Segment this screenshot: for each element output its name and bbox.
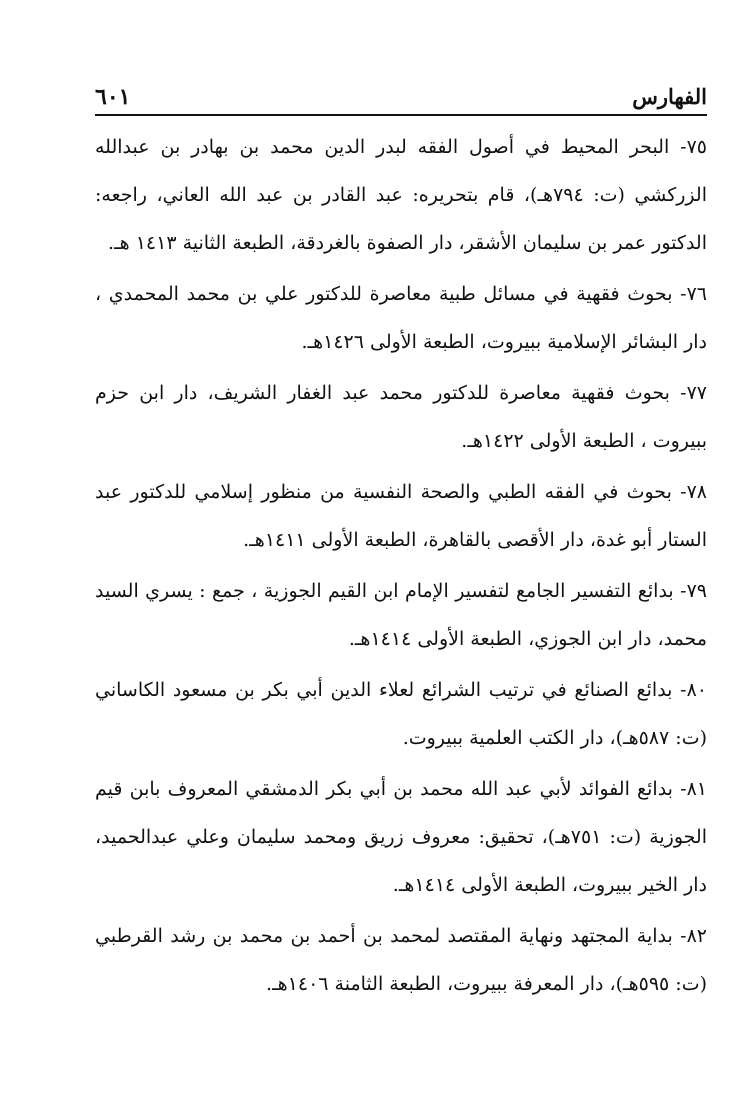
bibliography-entry-77 — [95, 369, 707, 465]
entry-number: ٨٠- — [680, 679, 707, 701]
header-divider — [95, 114, 707, 116]
bibliography-entry-78 — [95, 468, 707, 564]
entry-number: ٨١- — [680, 778, 707, 800]
entry-text: بدائع الصنائع في ترتيب الشرائع لعلاء الدين أبي بكر بن مسعود الكاساني (ت: ٥٨٧هـ)، دار الكتب العلمية ببيروت. — [95, 679, 707, 749]
entry-text: بحوث فقهية معاصرة للدكتور محمد عبد الغفار الشريف، دار ابن حزم ببيروت ، الطبعة الأولى ١٤٢٢هـ. — [95, 382, 707, 452]
entry-number: ٧٧- — [680, 382, 707, 404]
entry-text: بحوث فقهية في مسائل طبية معاصرة للدكتور علي بن محمد المحمدي ، دار البشائر الإسلامية ببيروت، الطبعة الأولى ١٤٢٦هـ. — [95, 283, 707, 353]
entry-text: البحر المحيط في أصول الفقه لبدر الدين محمد بن بهادر بن عبدالله الزركشي (ت: ٧٩٤هـ)، قام بتحريره: عبد القادر بن عبد الله العاني، راجعه: الدكتور عمر بن سليمان الأشقر، دار الصفوة بالغردقة، الطبعة الثانية ١٤١٣ هـ. — [95, 136, 707, 254]
entry-text: بحوث في الفقه الطبي والصحة النفسية من منظور إسلامي للدكتور عبد الستار أبو غدة، دار الأقصى بالقاهرة، الطبعة الأولى ١٤١١هـ. — [95, 481, 707, 551]
entry-text: بدائع الفوائد لأبي عبد الله محمد بن أبي بكر الدمشقي المعروف بابن قيم الجوزية (ت: ٧٥١هـ)، تحقيق: معروف زريق ومحمد سليمان وعلي عبدالحميد، دار الخير ببيروت، الطبعة الأولى ١٤١٤هـ. — [95, 778, 707, 896]
bibliography-entry-80 — [95, 666, 707, 762]
page-header — [95, 72, 707, 112]
page-number: ٦٠١ — [95, 84, 131, 110]
bibliography-list — [95, 123, 707, 1011]
bibliography-entry-79 — [95, 567, 707, 663]
entry-text: بداية المجتهد ونهاية المقتصد لمحمد بن أحمد بن محمد بن رشد القرطبي (ت: ٥٩٥هـ)، دار المعرفة ببيروت، الطبعة الثامنة ١٤٠٦هـ. — [95, 925, 707, 995]
entry-number: ٧٩- — [680, 580, 707, 602]
bibliography-entry-81 — [95, 765, 707, 909]
entry-number: ٧٥- — [680, 136, 707, 158]
bibliography-entry-75 — [95, 123, 707, 267]
entry-number: ٧٦- — [680, 283, 707, 305]
bibliography-entry-82 — [95, 912, 707, 1008]
bibliography-entry-76 — [95, 270, 707, 366]
entry-number: ٧٨- — [680, 481, 708, 503]
running-title: الفهارس — [632, 84, 707, 109]
entry-number: ٨٢- — [680, 925, 707, 947]
entry-text: بدائع التفسير الجامع لتفسير الإمام ابن القيم الجوزية ، جمع : يسري السيد محمد، دار ابن الجوزي، الطبعة الأولى ١٤١٤هـ. — [95, 580, 707, 650]
